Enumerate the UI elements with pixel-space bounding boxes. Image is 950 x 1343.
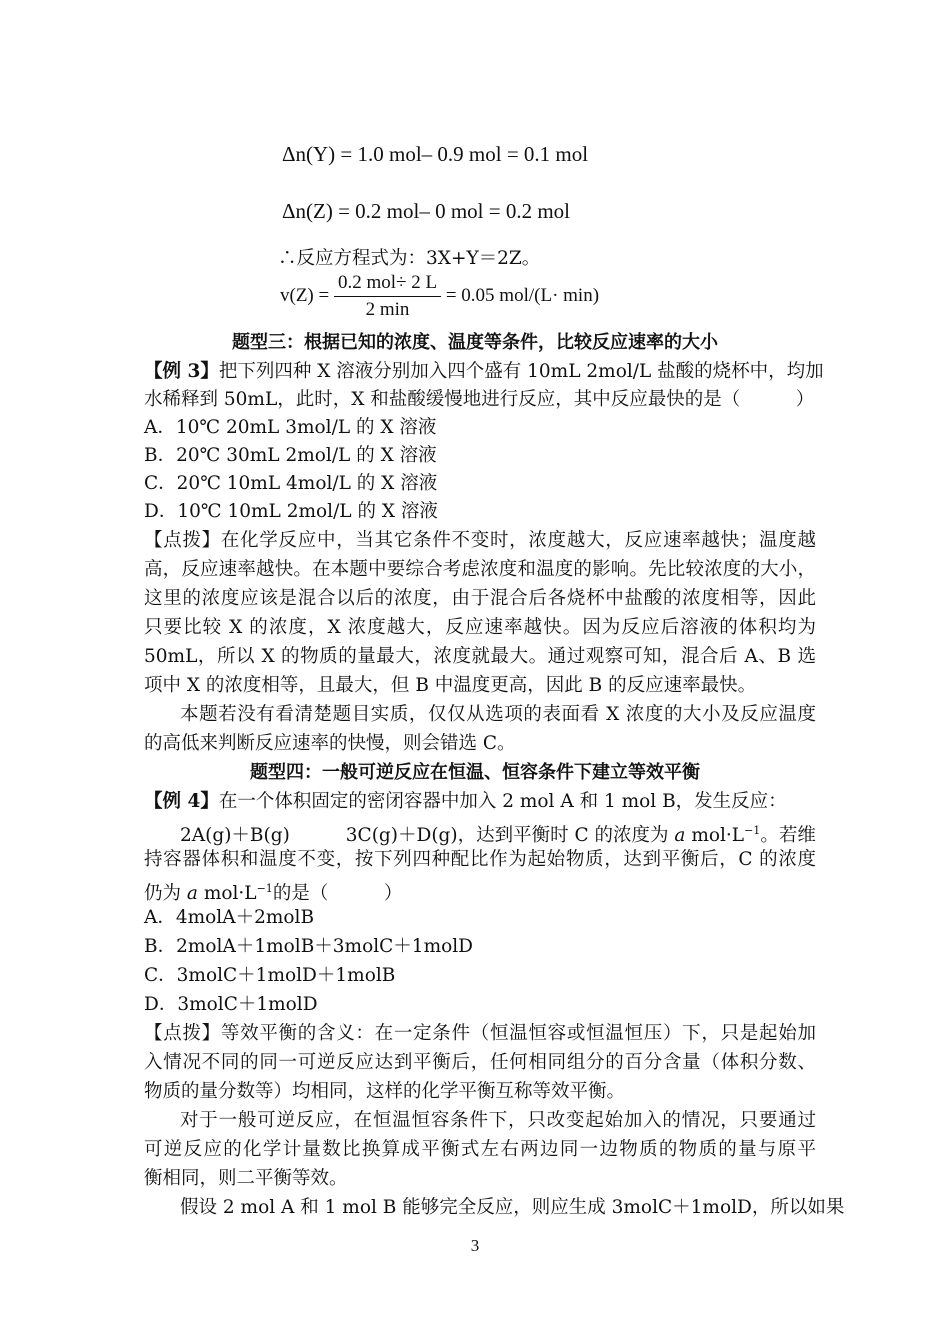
para2-line3: 衡相同，则二平衡等效。 bbox=[144, 1168, 348, 1189]
conc-a-2: a bbox=[186, 883, 198, 905]
note3-line2: 的高低来判断反应速率的快慢，则会错选 C。 bbox=[144, 733, 516, 754]
section3-heading: 题型三：根据已知的浓度、温度等条件，比较反应速率的大小 bbox=[232, 332, 718, 353]
example3-option-a: A．10℃ 20mL 3mol/L 的 X 溶液 bbox=[144, 417, 437, 438]
page-number: 3 bbox=[470, 1236, 480, 1255]
equation-delta-y: Δn(Y) = 1.0 mol– 0.9 mol = 0.1 mol bbox=[282, 142, 589, 166]
example3-line2: 水稀释到 50mL，此时，X 和盐酸缓慢地进行反应，其中反应最快的是（ ） bbox=[144, 389, 815, 410]
hint3-line1 bbox=[144, 527, 816, 555]
equation-delta-z: Δn(Z) = 0.2 mol– 0 mol = 0.2 mol bbox=[282, 199, 571, 223]
hint3-line6: 项中 X 的浓度相等，且最大，但 B 中温度更高，因此 B 的反应速率最快。 bbox=[144, 675, 757, 696]
example3-tag: 【例 3】 bbox=[144, 361, 219, 382]
example4-option-c: C．3molC＋1molD＋1molB bbox=[144, 965, 396, 986]
example4-line4-end: 的是（ ） bbox=[272, 883, 403, 905]
example3-option-c: C．20℃ 10mL 4mol/L 的 X 溶液 bbox=[144, 473, 438, 494]
para2-line1: 对于一般可逆反应，在恒温恒容条件下，只改变起始加入的情况，只要通过 bbox=[180, 1110, 816, 1131]
reaction-left: 2A(g)＋B(g) bbox=[180, 825, 290, 847]
hint3-line2: 高，反应速率越快。在本题中要综合考虑浓度和温度的影响。先比较浓度的大小， bbox=[144, 559, 816, 580]
example3-line1 bbox=[144, 358, 824, 386]
example4-option-b: B．2molA＋1molB＋3molC＋1molD bbox=[144, 936, 474, 957]
example4-tag: 【例 4】 bbox=[144, 791, 219, 812]
note3-line1: 本题若没有看清楚题目实质，仅仅从选项的表面看 X 浓度的大小及反应温度 bbox=[180, 704, 816, 725]
rate-fraction bbox=[334, 272, 441, 321]
para3-line1: 假设 2 mol A 和 1 mol B 能够完全反应，则应生成 3molC＋1molD，所以如果 bbox=[180, 1197, 845, 1218]
example4-option-a: A．4molA＋2molB bbox=[144, 907, 315, 928]
hint4-tag: 【点拨】 bbox=[144, 1023, 221, 1044]
rate-rhs: = 0.05 mol/(L· min) bbox=[445, 284, 600, 306]
hint4-line1 bbox=[144, 1020, 816, 1048]
hint3-line4: 只要比较 X 的浓度，X 浓度越大，反应速率越快。因为反应后溶液的体积均为 bbox=[144, 617, 816, 638]
rate-denominator: 2 min bbox=[365, 299, 410, 320]
hint4-text1: 等效平衡的含义：在一定条件（恒温恒容或恒温恒压）下，只是起始加 bbox=[220, 1023, 816, 1044]
conc-unit: mol·L bbox=[691, 825, 745, 847]
hint4-line3: 物质的量分数等）均相同，这样的化学平衡互称等效平衡。 bbox=[144, 1081, 626, 1102]
rate-equation bbox=[280, 272, 599, 321]
example4-line1 bbox=[144, 788, 816, 816]
section4-heading: 题型四：一般可逆反应在恒温、恒容条件下建立等效平衡 bbox=[250, 762, 700, 783]
conc-a: a bbox=[674, 825, 686, 847]
hint3-text1: 在化学反应中，当其它条件不变时，浓度越大，反应速率越快；温度越 bbox=[220, 530, 816, 551]
hint3-line5: 50mL，所以 X 的物质的量最大，浓度就最大。通过观察可知，混合后 A、B 选 bbox=[144, 646, 816, 667]
hint3-tag: 【点拨】 bbox=[144, 530, 221, 551]
example4-text1: 在一个体积固定的密闭容器中加入 2 mol A 和 1 mol B，发生反应： bbox=[218, 791, 787, 812]
rate-lhs: v(Z) = bbox=[280, 284, 330, 306]
reaction-right: 3C(g)＋D(g)，达到平衡时 C 的浓度为 bbox=[345, 825, 669, 847]
example4-line3: 持容器体积和温度不变，按下列四种配比作为起始物质，达到平衡后，C 的浓度 bbox=[144, 849, 816, 870]
example3-option-b: B．20℃ 30mL 2mol/L 的 X 溶液 bbox=[144, 445, 437, 466]
example4-line2-end: 。若维 bbox=[760, 825, 816, 847]
example3-option-d: D．10℃ 10mL 2mol/L 的 X 溶液 bbox=[144, 501, 438, 522]
conc-unit-sup: −1 bbox=[744, 824, 761, 837]
example4-line4-pre: 仍为 bbox=[144, 883, 182, 905]
rate-numerator: 0.2 mol÷ 2 L bbox=[334, 272, 441, 297]
conc-unit-sup-2: −1 bbox=[256, 882, 273, 895]
conc-unit-2: mol·L bbox=[203, 883, 257, 905]
example4-option-d: D．3molC＋1molD bbox=[144, 994, 318, 1015]
para2-line2: 可逆反应的化学计量数比换算成平衡式左右两边同一边物质的物质的量与原平 bbox=[144, 1139, 816, 1160]
example3-text1: 把下列四种 X 溶液分别加入四个盛有 10mL 2mol/L 盐酸的烧杯中，均加 bbox=[218, 361, 824, 382]
hint4-line2: 入情况不同的同一可逆反应达到平衡后，任何相同组分的百分含量（体积分数、 bbox=[144, 1052, 816, 1073]
reaction-equation-line: ∴反应方程式为：3X+Y＝2Z。 bbox=[278, 248, 541, 269]
hint3-line3: 这里的浓度应该是混合以后的浓度，由于混合后各烧杯中盐酸的浓度相等，因此 bbox=[144, 588, 816, 609]
